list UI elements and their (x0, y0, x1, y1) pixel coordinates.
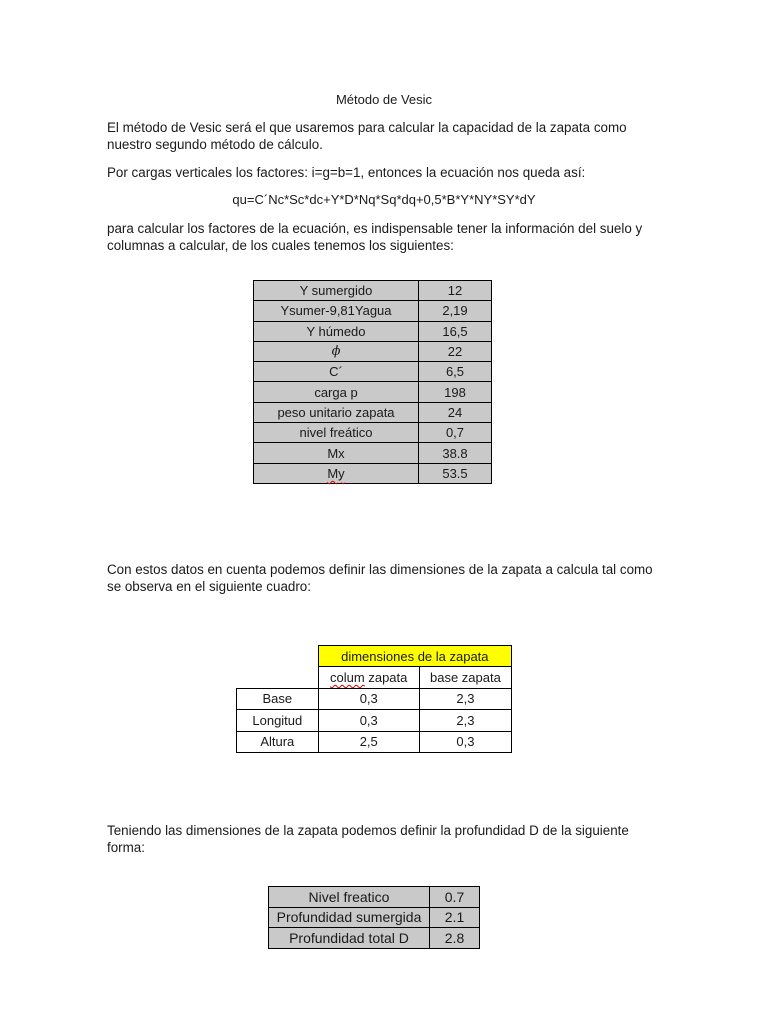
table-row (269, 907, 480, 928)
table-cell-label: C´ (254, 362, 419, 382)
column-header: base zapata (419, 667, 511, 688)
row-label: Altura (237, 731, 319, 752)
depth-table (268, 886, 480, 949)
empty-corner-cell (237, 667, 319, 688)
empty-corner-cell (237, 646, 319, 667)
table-cell-label: ϕ (254, 341, 419, 361)
table-header: dimensiones de la zapata (318, 646, 511, 667)
dimensions-intro-paragraph: Con estos datos en cuenta podemos definir las dimensiones de la zapata a calcula tal como se observa en el siguiente cuadro: (107, 562, 653, 594)
table-subheader-row (237, 667, 512, 688)
table-cell-value: 12 (419, 281, 492, 301)
table-cell-value: 0.7 (430, 887, 480, 908)
table-cell-label (254, 463, 419, 483)
table-cell-value: 2.8 (430, 928, 480, 949)
table-cell-label: nivel freático (254, 423, 419, 443)
table-row (254, 402, 492, 422)
table-row (237, 688, 512, 709)
table-cell-value: 53.5 (419, 463, 492, 483)
table-cell-value: 0,3 (318, 710, 419, 731)
table-cell-value: 2,19 (419, 301, 492, 321)
bearing-capacity-formula: qu=C´Nc*Sc*dc+Y*D*Nq*Sq*dq+0,5*B*Y*NY*SY*dY (232, 192, 536, 207)
table-cell-label: Profundidad sumergida (269, 907, 430, 928)
table-cell-value: 0,7 (419, 423, 492, 443)
table-cell-value: 22 (419, 341, 492, 361)
table-cell-value: 16,5 (419, 321, 492, 341)
table-cell-value: 2,5 (318, 731, 419, 752)
intro-paragraph: El método de Vesic será el que usaremos para calcular la capacidad de la zapata como nuestro segundo método de cálculo. (107, 120, 627, 152)
table-row (254, 382, 492, 402)
table-cell-value: 2.1 (430, 907, 480, 928)
table-row (254, 443, 492, 463)
table-row (269, 887, 480, 908)
table-cell-label: Nivel freatico (269, 887, 430, 908)
table-cell-value: 0,3 (419, 731, 511, 752)
table-cell-value: 2,3 (419, 688, 511, 709)
table-cell-label: Profundidad total D (269, 928, 430, 949)
table-cell-value: 198 (419, 382, 492, 402)
table-row (254, 301, 492, 321)
factors-paragraph: para calcular los factores de la ecuación, es indispensable tener la información del suelo y columnas a calcular, de los cuales tenemos los siguientes: (107, 221, 643, 253)
table-cell-label: carga p (254, 382, 419, 402)
column-header: colum zapata (318, 667, 419, 688)
footing-dimensions-table (236, 645, 512, 753)
table-cell-value: 24 (419, 402, 492, 422)
table-cell-label: Mx (254, 443, 419, 463)
depth-intro-paragraph: Teniendo las dimensiones de la zapata podemos definir la profundidad D de la siguiente forma: (107, 823, 629, 855)
table-cell-value: 0,3 (318, 688, 419, 709)
table-row (254, 463, 492, 483)
table-cell-label: peso unitario zapata (254, 402, 419, 422)
vertical-loads-paragraph: Por cargas verticales los factores: i=g=b=1, entonces la ecuación nos queda así: (107, 165, 586, 180)
table-row (237, 710, 512, 731)
spellcheck-flagged-text: colum (330, 670, 365, 686)
soil-parameters-table (253, 280, 492, 484)
table-cell-label: Y sumergido (254, 281, 419, 301)
table-row (269, 928, 480, 949)
table-cell-value: 6,5 (419, 362, 492, 382)
table-cell-value: 2,3 (419, 710, 511, 731)
document-title: Método de Vesic (335, 92, 433, 107)
spellcheck-flagged-text: My (327, 465, 345, 481)
table-cell-value: 38.8 (419, 443, 492, 463)
table-row (254, 341, 492, 361)
table-row (254, 281, 492, 301)
table-cell-label: Y húmedo (254, 321, 419, 341)
table-cell-label: Ysumer-9,81Yagua (254, 301, 419, 321)
table-row (254, 423, 492, 443)
row-label: Base (237, 688, 319, 709)
table-header-row (237, 646, 512, 667)
table-row (254, 321, 492, 341)
row-label: Longitud (237, 710, 319, 731)
table-row (254, 362, 492, 382)
table-row (237, 731, 512, 752)
